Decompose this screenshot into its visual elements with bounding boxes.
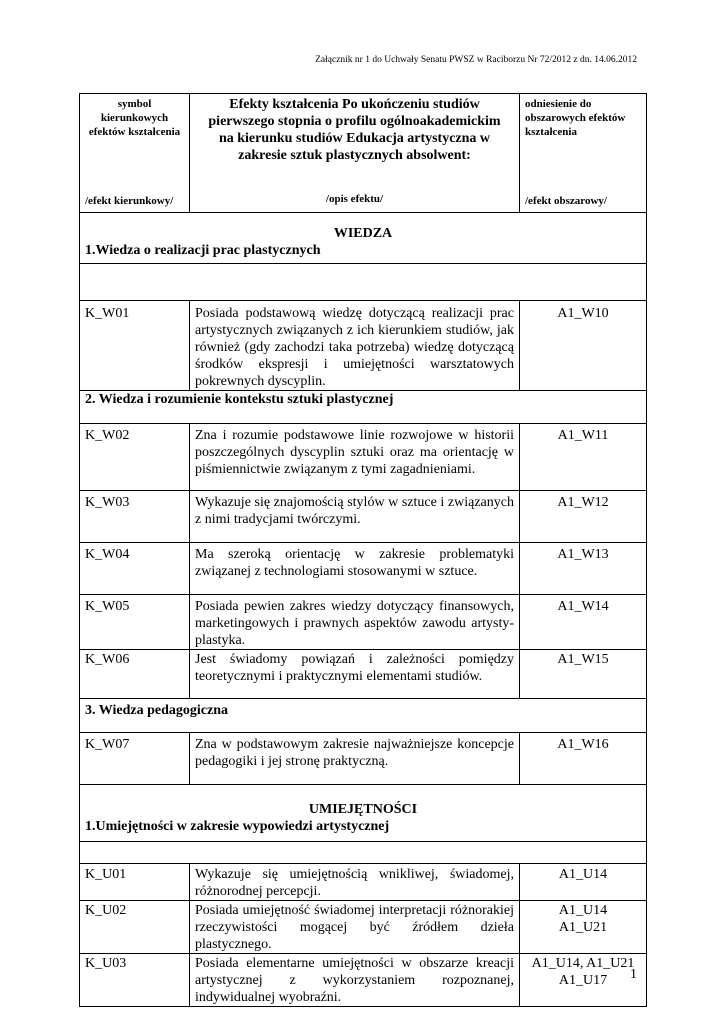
- table-row: [80, 954, 647, 1007]
- reference-line: A1_U14: [558, 903, 608, 918]
- row-description: Jest świadomy powiązań i zależności pomiędzy teoretycznymi i praktycznymi elementami studiów.: [190, 650, 520, 699]
- reference-line: A1_U21: [558, 920, 608, 935]
- learning-outcomes-table: [79, 93, 647, 1007]
- table-row: [80, 543, 647, 595]
- row-reference: A1_W10: [520, 301, 647, 391]
- section-row-umiejetnosci: [80, 785, 647, 842]
- page-number: 1: [630, 967, 637, 982]
- col3-header: [520, 94, 647, 213]
- row-description: Zna w podstawowym zakresie najważniejsze koncepcje pedagogiki i jej stronę praktyczną.: [190, 733, 520, 785]
- row-symbol: K_W02: [80, 424, 190, 491]
- col1-header-foot: /efekt kierunkowy/: [85, 195, 174, 207]
- row-symbol: K_W04: [80, 543, 190, 595]
- row-description: Wykazuje się umiejętnością wnikliwej, świadomej, różnorodnej percepcji.: [190, 864, 520, 901]
- col3-header-title: odniesienie do obszarowych efektów kształcenia: [525, 98, 626, 138]
- row-symbol: K_W01: [80, 301, 190, 391]
- row-reference: A1_W11: [520, 424, 647, 491]
- reference-line: A1_U17: [558, 973, 608, 988]
- table-row: [80, 424, 647, 491]
- row-reference: [520, 954, 647, 1007]
- row-reference: A1_W16: [520, 733, 647, 785]
- row-symbol: K_W07: [80, 733, 190, 785]
- col1-header: [80, 94, 190, 213]
- row-symbol: K_U01: [80, 864, 190, 901]
- col2-header: [190, 94, 520, 213]
- subsection-title: 1.Umiejętności w zakresie wypowiedzi artystycznej: [85, 819, 390, 834]
- subsection-row: [80, 391, 647, 424]
- table-row: [80, 491, 647, 543]
- row-description: Wykazuje się znajomością stylów w sztuce i związanych z nimi tradycjami twórczymi.: [190, 491, 520, 543]
- row-symbol: K_U03: [80, 954, 190, 1007]
- row-description: Posiada pewien zakres wiedzy dotyczący finansowych, marketingowych i prawnych aspektów zawodu artysty-plastyka.: [190, 595, 520, 650]
- row-reference: A1_W14: [520, 595, 647, 650]
- row-symbol: K_W06: [80, 650, 190, 699]
- row-description: Posiada umiejętność świadomej interpretacji różnorakiej rzeczywistości mogącej być źródłem dzieła plastycznego.: [190, 901, 520, 954]
- row-reference: [520, 901, 647, 954]
- col1-header-title: symbol kierunkowych efektów kształcenia: [88, 98, 181, 138]
- row-symbol: K_W05: [80, 595, 190, 650]
- row-symbol: K_U02: [80, 901, 190, 954]
- subsection-row: [80, 699, 647, 733]
- row-symbol: K_W03: [80, 491, 190, 543]
- reference-line: A1_U14, A1_U21: [531, 956, 635, 971]
- row-description: Ma szeroką orientację w zakresie problematyki związanej z technologiami stosowanymi w sztuce.: [190, 543, 520, 595]
- row-description: Posiada elementarne umiejętności w obszarze kreacji artystycznej z wykorzystaniem rozpoznanej, indywidualnej wyobraźni.: [190, 954, 520, 1007]
- section-title-umiejetnosci: UMIEJĘTNOŚCI: [308, 802, 418, 817]
- subsection-title: 3. Wiedza pedagogiczna: [80, 699, 647, 733]
- row-reference: A1_W13: [520, 543, 647, 595]
- row-reference: A1_W15: [520, 650, 647, 699]
- table-row: [80, 733, 647, 785]
- table-row: [80, 842, 647, 864]
- table-row: [80, 301, 647, 391]
- section-row-wiedza: [80, 213, 647, 264]
- row-description: Zna i rozumie podstawowe linie rozwojowe w historii poszczególnych dyscyplin sztuki oraz ma orientację w piśmiennictwie związanym z tymi zagadnieniami.: [190, 424, 520, 491]
- table-row: [80, 650, 647, 699]
- row-reference: A1_W12: [520, 491, 647, 543]
- table-header-row: [80, 94, 647, 213]
- col3-header-foot: /efekt obszarowy/: [525, 195, 607, 207]
- table-row: [80, 264, 647, 301]
- col2-header-title: Efekty kształcenia Po ukończeniu studiów pierwszego stopnia o profilu ogólnoakademickim na kierunku studiów Edukacja artystyczna w zakresie sztuk plastycznych absolwent:: [208, 97, 501, 163]
- header-note: Załącznik nr 1 do Uchwały Senatu PWSZ w Raciborzu Nr 72/2012 z dn. 14.06.2012: [315, 55, 637, 65]
- col2-header-foot: /opis efektu/: [325, 193, 384, 205]
- section-title-wiedza: WIEDZA: [333, 226, 393, 241]
- row-reference: A1_U14: [520, 864, 647, 901]
- subsection-title: 2. Wiedza i rozumienie kontekstu sztuki plastycznej: [80, 391, 647, 424]
- table-row: [80, 864, 647, 901]
- subsection-title: 1.Wiedza o realizacji prac plastycznych: [85, 243, 321, 258]
- table-row: [80, 901, 647, 954]
- table-row: [80, 595, 647, 650]
- row-description: Posiada podstawową wiedzę dotyczącą realizacji prac artystycznych związanych z ich kierunkiem studiów, jak również (gdy zachodzi taka potrzeba) wiedzę dotyczącą środków ekspresji i umiejętności warsztatowych pokrewnych dyscyplin.: [190, 301, 520, 391]
